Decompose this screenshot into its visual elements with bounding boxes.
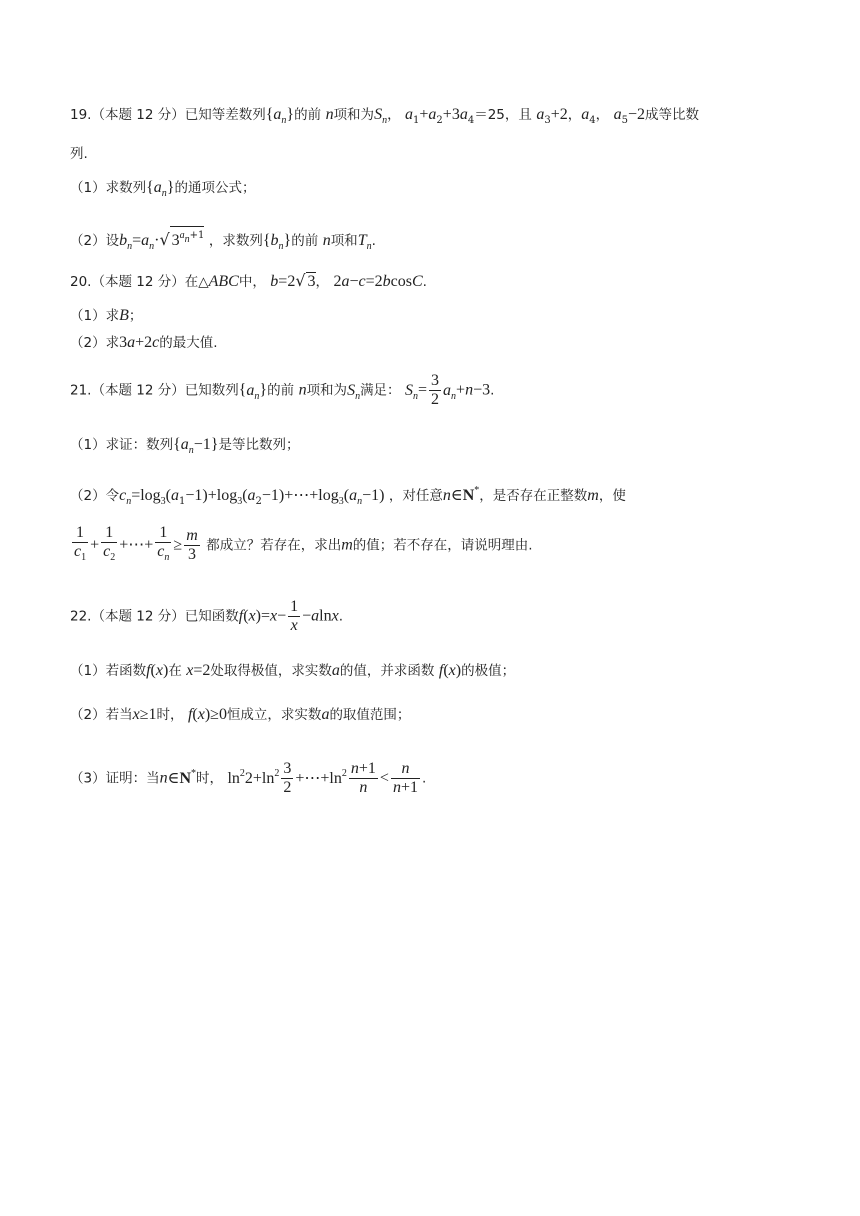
q19-stem: 19.（本题 12 分）已知等差数列$\{a_n\}$的前 n项和为$S_n$， $a_1+a_2+3a_4=25$，且 $a_3+2$，$a_4$， $a_5-2$成等比数: [70, 106, 699, 126]
q19-part1: （1）求数列$\{a_n\}$的通项公式；: [70, 179, 256, 199]
q20-part2: （2）求3a+2c的最大值.: [70, 334, 218, 351]
q19-stem-tail: 列.: [70, 146, 88, 162]
q21-part2-cont: $\frac{1}{c_1}$ + $\frac{1}{c_2}$ +⋯+ $\frac{1}{c_n}$ ≥ $\frac{m}{3}$ 都成立？若存在，求出m的值；若不存在，请说明理由.: [74, 524, 533, 563]
q22-stem: 22.（本题 12 分）已知函数f(x)=x− $\frac{1}{x}$ −alnx.: [70, 598, 344, 634]
q20-stem: 20.（本题 12 分）在△ABC中， b=2√ 3， 2a−c=2bcosC.: [70, 271, 427, 290]
q19-part2: （2）设$b_n=a_n\cdot√$ $3^{a_n+1}$ ，求数列$\{b_n\}$的前 n项和$T_n$.: [70, 226, 376, 256]
q22-part2: （2）若当x≥1时， f(x)≥0恒成立，求实数a的取值范围；: [70, 706, 411, 723]
q21-part1: （1）求证：数列$\{a_n-1\}$是等比数列；: [70, 436, 300, 456]
q21-part2: （2）令$c_n=\log_3(a_1-1)+\log_3(a_2-1)+\cdots+\log_3(a_n-1)$ ，对任意n∈N*，是否存在正整数m，使: [70, 485, 626, 507]
q21-stem: 21.（本题 12 分）已知数列$\{a_n\}$的前 n项和为$S_n$满足： $S_n=$ $\frac{3}{2}$ $a_n+n-3$.: [70, 372, 495, 408]
q22-part1: （1）若函数f(x)在 x=2处取得极值，求实数a的值，并求函数 f(x)的极值；: [70, 662, 516, 679]
q22-part3: （3）证明：当n∈N*时， $\ln^22+\ln^2$ $\frac{3}{2}$ $+\cdots+\ln^2$ $\frac{n+1}{n}$ < $\frac{n}{n+1}$ .: [70, 760, 427, 796]
q20-part1: （1）求B；: [70, 307, 143, 324]
